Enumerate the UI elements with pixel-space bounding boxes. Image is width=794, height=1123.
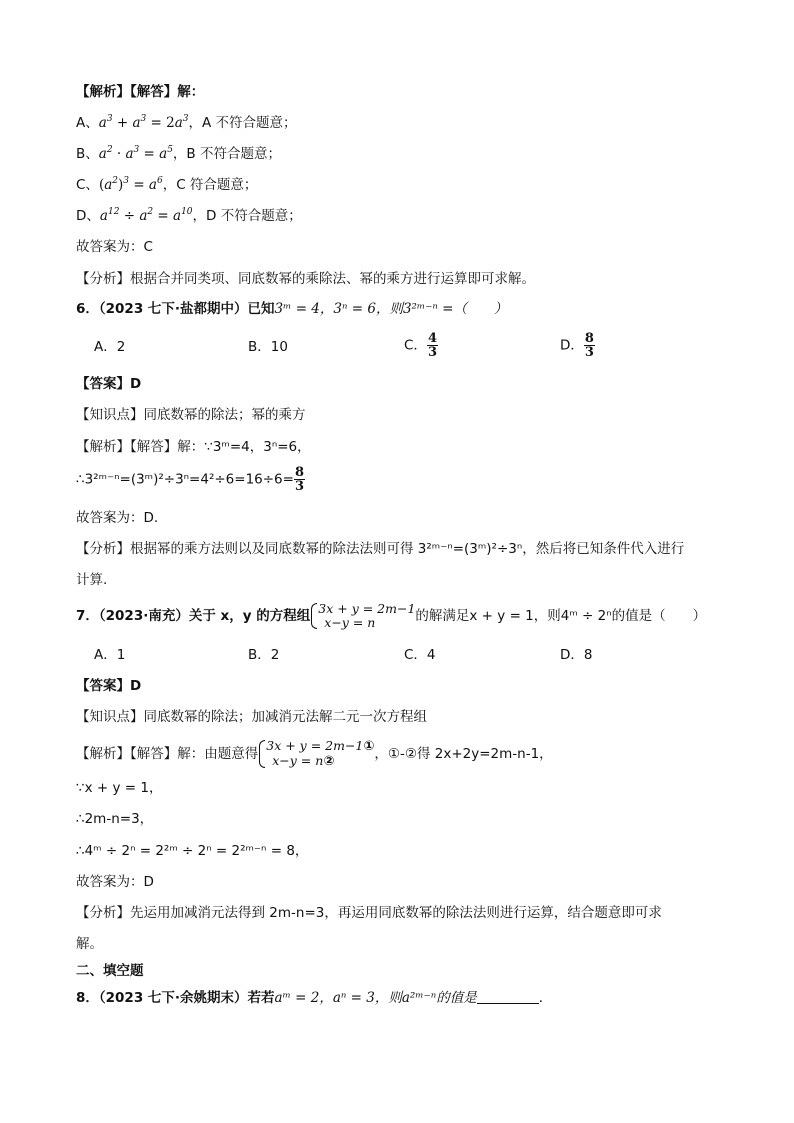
q7-solution-4: ∴4ᵐ ÷ 2ⁿ = 2²ᵐ ÷ 2ⁿ = 2²ᵐ⁻ⁿ = 8， xyxy=(76,843,309,859)
q7-option-c: C．4 xyxy=(404,647,436,663)
q7-option-d: D．8 xyxy=(560,647,593,663)
equation-system: 3x + y = 2m−1① x−y = n② xyxy=(258,739,374,769)
q6-analysis-1: 【分析】根据幂的乘方法则以及同底数幂的除法法则可得 3²ᵐ⁻ⁿ=(3ᵐ)²÷3ⁿ，然后将已知条件代入进行 xyxy=(76,541,685,557)
q7-analysis-2: 解。 xyxy=(76,936,103,952)
q6-option-d: D． $\frac{8}{3}$ xyxy=(560,331,594,360)
question-8: 8．（2023 七下·余姚期末）若若aᵐ = 2，aⁿ = 3，则a²ᵐ⁻ⁿ的值是 ． xyxy=(76,990,553,1006)
formula-d: $a^{12} \div a^2 = a^{10}$ xyxy=(99,207,193,224)
option-b-solution: B、$a^2 \cdot a^3 = a^5$，B 不符合题意； xyxy=(76,145,281,162)
q7-solution-3: ∴2m-n=3， xyxy=(76,811,154,827)
q7-answer: 【答案】D xyxy=(76,678,142,694)
section-heading: 二、填空题 xyxy=(76,963,144,979)
answer-blank[interactable] xyxy=(477,989,539,1004)
q6-option-b: B．10 xyxy=(248,339,288,355)
q6-knowledge: 【知识点】同底数幂的除法；幂的乘方 xyxy=(76,407,306,423)
q6-analysis-2: 计算. xyxy=(76,572,108,588)
option-c-solution: C、$(a^2)^3 = a^6$，C 符合题意； xyxy=(76,176,258,193)
fraction: $\frac{4}{3}$ xyxy=(427,331,437,360)
equation-system: 3x + y = 2m−1 x−y = n xyxy=(310,602,415,630)
question-7: 7．（2023·南充）关于 x，y 的方程组 3x + y = 2m−1 x−y = n 的解满足x + y = 1，则4ᵐ ÷ 2ⁿ的值是（ ） xyxy=(76,601,707,630)
fraction: $\frac{8}{3}$ xyxy=(294,465,305,494)
formula-c: $(a^2)^3 = a^6$ xyxy=(98,176,163,193)
analysis-5: 【分析】根据合并同类项、同底数幂的乘除法、幂的乘方进行运算即可求解。 xyxy=(76,271,535,287)
q7-analysis-1: 【分析】先运用加减消元法得到 2m-n=3，再运用同底数幂的除法法则进行运算，结合题意即可求 xyxy=(76,905,662,921)
solution-header-5: 【解析】【解答】解： xyxy=(76,84,205,100)
q6-solution-2: ∴3²ᵐ⁻ⁿ=(3ᵐ)²÷3ⁿ=4²÷6=16÷6= $\frac{8}{3}$ xyxy=(76,465,305,494)
q7-knowledge: 【知识点】同底数幂的除法；加减消元法解二元一次方程组 xyxy=(76,709,427,725)
q6-answer: 【答案】D xyxy=(76,376,142,392)
option-d-solution: D、$a^{12} \div a^2 = a^{10}$，D 不符合题意； xyxy=(76,207,302,224)
q7-solution-2: ∵x + y = 1， xyxy=(76,780,163,796)
q7-solution-1: 【解析】【解答】解：由题意得 3x + y = 2m−1① x−y = n② ，①-②得 2x+2y=2m-n-1， xyxy=(76,738,553,769)
q7-final-answer: 故答案为：D xyxy=(76,874,154,890)
q6-solution-1: 【解析】【解答】解：∵3ᵐ=4，3ⁿ=6， xyxy=(76,439,311,455)
q7-option-a: A．1 xyxy=(94,647,126,663)
q6-option-c: C． $\frac{4}{3}$ xyxy=(404,331,437,360)
q7-option-b: B．2 xyxy=(248,647,280,663)
final-answer-5: 故答案为：C xyxy=(76,239,153,255)
option-a-solution: A、$a^3 + a^3 = 2a^3$，A 不符合题意； xyxy=(76,114,297,131)
formula-b: $a^2 \cdot a^3 = a^5$ xyxy=(98,145,173,162)
fraction: $\frac{8}{3}$ xyxy=(584,331,594,360)
formula-a: $a^3 + a^3 = 2a^3$ xyxy=(98,114,189,131)
q6-final-answer: 故答案为：D. xyxy=(76,510,159,526)
question-6: 6．（2023 七下·盐都期中）已知3ᵐ = 4，3ⁿ = 6，则3²ᵐ⁻ⁿ =（ ） xyxy=(76,301,508,317)
q6-option-a: A．2 xyxy=(94,339,126,355)
